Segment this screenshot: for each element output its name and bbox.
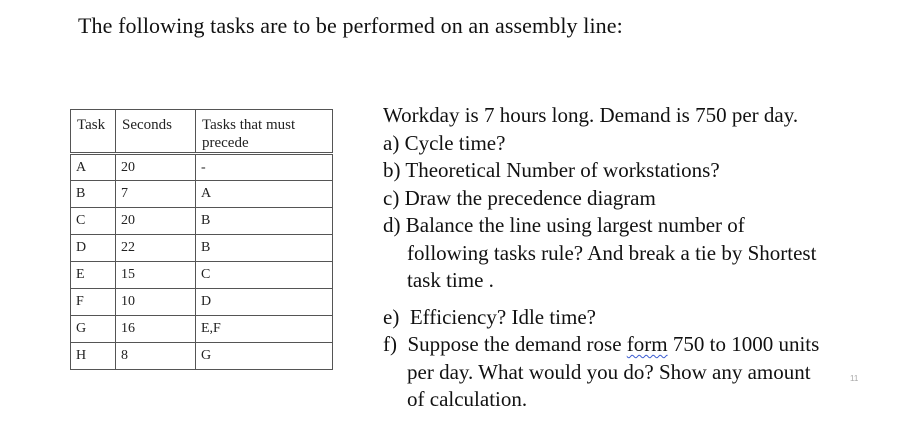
- page-title: The following tasks are to be performed on an assembly line:: [78, 13, 623, 38]
- cell-precede: B: [196, 208, 333, 235]
- cell-seconds: 10: [116, 289, 196, 316]
- cell-precede: -: [196, 154, 333, 181]
- table-row: [71, 262, 333, 289]
- cell-precede: G: [196, 343, 333, 370]
- intro-text: Workday is 7 hours long. Demand is 750 per day.: [383, 103, 799, 127]
- cell-seconds: 15: [116, 262, 196, 289]
- question-d-line1: d) Balance the line using largest number of: [383, 213, 745, 237]
- spelling-error-word: form: [626, 332, 668, 356]
- table-row: [71, 181, 333, 208]
- question-f-line1: [383, 331, 883, 359]
- cell-precede: C: [196, 262, 333, 289]
- cell-seconds: 22: [116, 235, 196, 262]
- cell-task: E: [71, 262, 116, 289]
- table-row: [71, 343, 333, 370]
- question-d-line2: following tasks rule? And break a tie by Shortest: [407, 240, 817, 265]
- question-d-line3: task time .: [407, 268, 494, 292]
- header-precede-text: Tasks that must precede: [202, 117, 296, 151]
- table-row: [71, 235, 333, 262]
- cell-task: A: [71, 154, 116, 181]
- cell-seconds: 16: [116, 316, 196, 343]
- header-precede: [196, 110, 333, 154]
- question-list: [383, 102, 883, 414]
- cell-task: D: [71, 235, 116, 262]
- table-row: [71, 154, 333, 181]
- question-a: a) Cycle time?: [383, 130, 506, 155]
- table-row: [71, 316, 333, 343]
- question-f-post: 750 to 1000 units: [667, 332, 820, 356]
- table-row: [71, 289, 333, 316]
- header-task: Task: [71, 110, 116, 154]
- cell-precede: D: [196, 289, 333, 316]
- table-row: [71, 208, 333, 235]
- header-seconds: Seconds: [116, 110, 196, 154]
- cell-task: F: [71, 289, 116, 316]
- task-table: [70, 109, 333, 370]
- cell-seconds: 20: [116, 154, 196, 181]
- cell-task: H: [71, 343, 116, 370]
- question-e: e) Efficiency? Idle time?: [383, 304, 596, 329]
- question-c: c) Draw the precedence diagram: [383, 185, 656, 210]
- question-f-line2: per day. What would you do? Show any amount: [407, 359, 811, 384]
- question-b: b) Theoretical Number of workstations?: [383, 158, 720, 182]
- cell-precede: A: [196, 181, 333, 208]
- question-f-line3: of calculation.: [407, 387, 528, 411]
- cell-precede: E,F: [196, 316, 333, 343]
- cell-seconds: 7: [116, 181, 196, 208]
- cell-task: G: [71, 316, 116, 343]
- cell-task: C: [71, 208, 116, 235]
- table-header-row: [71, 110, 333, 154]
- cell-seconds: 8: [116, 343, 196, 370]
- cell-precede: B: [196, 235, 333, 262]
- question-f-pre: f) Suppose the demand rose: [383, 332, 627, 356]
- cell-seconds: 20: [116, 208, 196, 235]
- cell-task: B: [71, 181, 116, 208]
- slide-number: 11: [850, 374, 859, 383]
